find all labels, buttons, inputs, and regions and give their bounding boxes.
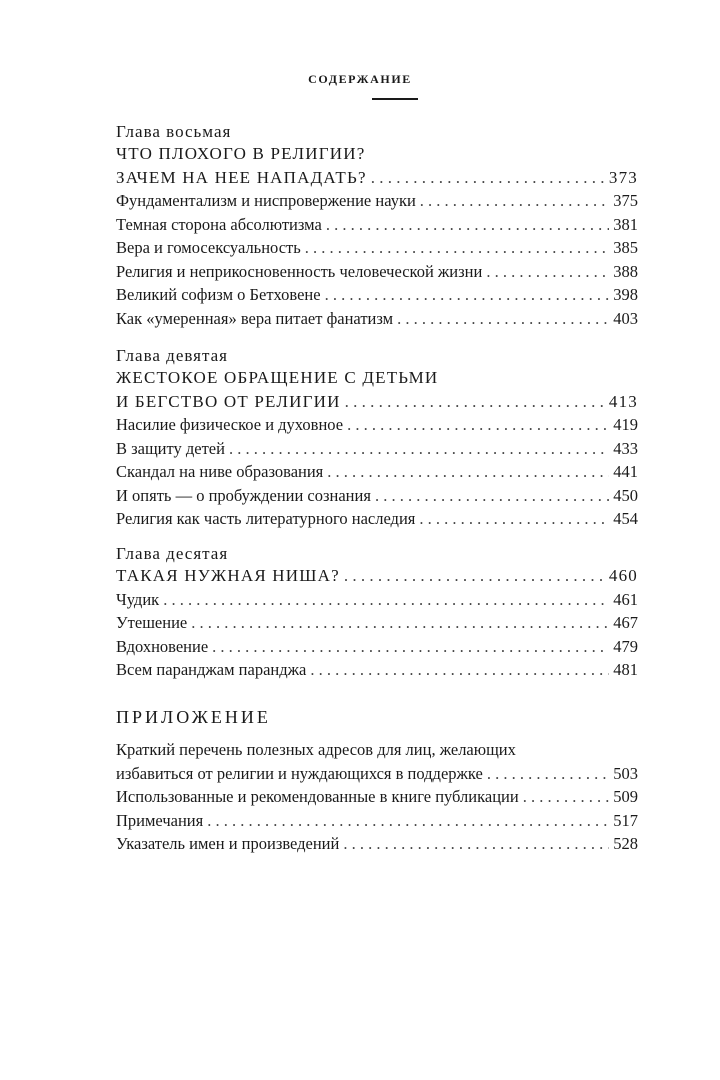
chapter-title-entry[interactable] bbox=[116, 166, 638, 190]
page-number: 403 bbox=[613, 308, 638, 328]
entry-title: Чудик bbox=[116, 589, 160, 609]
toc-entry[interactable] bbox=[116, 413, 638, 437]
chapter-title-line2: И БЕГСТВО ОТ РЕЛИГИИ bbox=[116, 391, 341, 411]
entry-title: Всем паранджам паранджа bbox=[116, 660, 307, 679]
page-number: 454 bbox=[613, 509, 638, 528]
page-number: 503 bbox=[613, 763, 638, 783]
appendix-entry-line1: Краткий перечень полезных адресов для лиц, желающих bbox=[116, 740, 516, 759]
entry-title: Религия как часть литературного наследия bbox=[116, 509, 416, 528]
page-number: 385 bbox=[613, 238, 638, 257]
page-number: 373 bbox=[608, 167, 638, 187]
toc-entry[interactable] bbox=[116, 307, 638, 331]
dot-leader bbox=[212, 635, 609, 659]
page-number: 419 bbox=[613, 415, 638, 434]
entry-title: Как «умеренная» вера питает фанатизм bbox=[116, 308, 394, 328]
chapter-label: Глава девятая bbox=[116, 346, 228, 365]
header-rule bbox=[372, 98, 418, 100]
chapter-label: Глава десятая bbox=[116, 544, 229, 563]
toc-entry[interactable] bbox=[116, 658, 638, 682]
running-head: СОДЕРЖАНИЕ bbox=[308, 72, 412, 86]
toc-entry[interactable] bbox=[116, 785, 638, 809]
appendix-title: ПРИЛОЖЕНИЕ bbox=[116, 707, 271, 727]
toc-entry[interactable] bbox=[116, 189, 638, 213]
dot-leader bbox=[371, 166, 605, 190]
dot-leader bbox=[191, 611, 609, 635]
toc-entry[interactable] bbox=[116, 588, 638, 612]
toc-entry[interactable] bbox=[116, 236, 638, 260]
entry-title: Насилие физическое и духовное bbox=[116, 415, 344, 434]
dot-leader bbox=[305, 236, 610, 260]
dot-leader bbox=[310, 658, 609, 682]
page-number: 375 bbox=[613, 191, 638, 210]
entry-title: Вдохновение bbox=[116, 636, 209, 656]
dot-leader bbox=[487, 762, 609, 786]
page-number: 461 bbox=[613, 589, 638, 609]
entry-title: Примечания bbox=[116, 810, 204, 830]
page-number: 441 bbox=[613, 462, 638, 481]
chapter-title-line1: ТАКАЯ НУЖНАЯ НИША? bbox=[116, 566, 340, 585]
dot-leader bbox=[343, 832, 609, 856]
dot-leader bbox=[397, 307, 609, 331]
dot-leader bbox=[207, 809, 609, 833]
chapter-title-line1: ЖЕСТОКОЕ ОБРАЩЕНИЕ С ДЕТЬМИ bbox=[116, 368, 439, 387]
dot-leader bbox=[344, 564, 605, 588]
toc-entry[interactable] bbox=[116, 809, 638, 833]
page-number: 381 bbox=[613, 214, 638, 234]
toc-entry[interactable] bbox=[116, 484, 638, 508]
chapter-ten bbox=[116, 543, 638, 682]
chapter-title-entry[interactable] bbox=[116, 390, 638, 414]
dot-leader bbox=[375, 484, 609, 508]
entry-title: Вера и гомосексуальность bbox=[116, 238, 301, 257]
dot-leader bbox=[486, 260, 609, 284]
page-number: 433 bbox=[613, 438, 638, 458]
dot-leader bbox=[420, 189, 609, 213]
appendix-section bbox=[116, 706, 638, 856]
entry-title: И опять — о пробуждении сознания bbox=[116, 485, 371, 505]
entry-title: Темная сторона абсолютизма bbox=[116, 214, 322, 234]
chapter-nine bbox=[116, 345, 638, 531]
page-number: 413 bbox=[608, 391, 638, 411]
toc-entry[interactable] bbox=[116, 507, 638, 531]
page-number: 388 bbox=[613, 261, 638, 281]
dot-leader bbox=[163, 588, 609, 612]
toc-entry[interactable] bbox=[116, 611, 638, 635]
page-number: 398 bbox=[613, 285, 638, 304]
entry-title: В защиту детей bbox=[116, 438, 225, 458]
chapter-label: Глава восьмая bbox=[116, 122, 232, 141]
page-number: 528 bbox=[613, 834, 638, 853]
entry-title: Указатель имен и произведений bbox=[116, 834, 340, 853]
page-number: 460 bbox=[608, 566, 638, 585]
toc-entry[interactable] bbox=[116, 762, 638, 786]
page-number: 517 bbox=[613, 810, 638, 830]
toc-entry[interactable] bbox=[116, 635, 638, 659]
toc-entry[interactable] bbox=[116, 460, 638, 484]
dot-leader bbox=[325, 283, 610, 307]
page-number: 481 bbox=[613, 660, 638, 679]
entry-title: избавиться от религии и нуждающихся в поддержке bbox=[116, 763, 483, 783]
page-number: 479 bbox=[613, 636, 638, 656]
toc-entry[interactable] bbox=[116, 260, 638, 284]
spacer bbox=[116, 728, 638, 738]
dot-leader bbox=[229, 437, 609, 461]
page-number: 450 bbox=[613, 485, 638, 505]
entry-title: Религия и неприкосновенность человеческой жизни bbox=[116, 261, 483, 281]
dot-leader bbox=[347, 413, 609, 437]
entry-title: Утешение bbox=[116, 613, 188, 632]
dot-leader bbox=[327, 460, 609, 484]
dot-leader bbox=[345, 390, 605, 414]
page-number: 509 bbox=[613, 787, 638, 806]
toc-entry[interactable] bbox=[116, 832, 638, 856]
toc-entry[interactable] bbox=[116, 283, 638, 307]
chapter-title-entry[interactable] bbox=[116, 564, 638, 588]
chapter-title-line1: ЧТО ПЛОХОГО В РЕЛИГИИ? bbox=[116, 144, 366, 163]
dot-leader bbox=[419, 507, 609, 531]
chapter-title-line2: ЗАЧЕМ НА НЕЕ НАПАДАТЬ? bbox=[116, 167, 367, 187]
entry-title: Использованные и рекомендованные в книге публикации bbox=[116, 787, 519, 806]
dot-leader bbox=[523, 785, 610, 809]
dot-leader bbox=[326, 213, 609, 237]
entry-title: Скандал на ниве образования bbox=[116, 462, 324, 481]
entry-title: Великий софизм о Бетховене bbox=[116, 285, 321, 304]
entry-title: Фундаментализм и ниспровержение науки bbox=[116, 191, 416, 210]
toc-entry[interactable] bbox=[116, 213, 638, 237]
page-number: 467 bbox=[613, 613, 638, 632]
toc-entry[interactable] bbox=[116, 437, 638, 461]
chapter-eight bbox=[116, 121, 638, 330]
